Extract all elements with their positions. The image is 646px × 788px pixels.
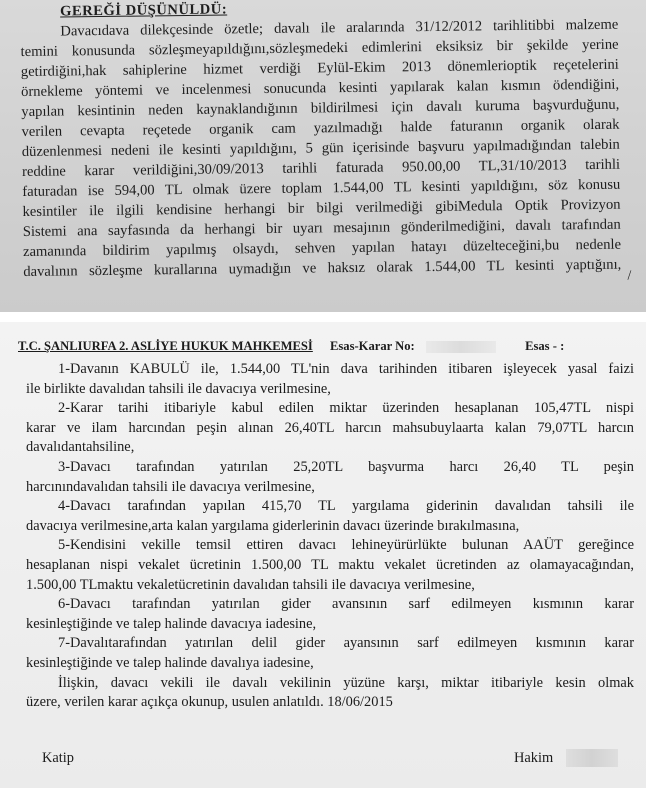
text-line: 2-Karar tarihi itibariyle kabul edilen miktar üzerinden hesaplanan 105,47TL nispi <box>58 400 634 417</box>
text-line: harcınındavalıdan tahsili ile davacıya verilmesine, <box>26 478 315 495</box>
text-line: 1-Davanın KABULÜ ile, 1.544,00 TL'nin dava tarihinden itibaren işleyecek yasal faizi <box>58 361 634 377</box>
text-line: 6-Davacı tarafından yatırılan gider avansının sarf edilmeyen kısmının karar <box>58 596 634 613</box>
verdict-paragraph <box>26 595 634 634</box>
top-lines <box>20 15 621 282</box>
trailing-mark: / <box>627 268 632 284</box>
text-line: 1.500,00 TLmaktu vekaletücretinin davalıdan tahsili ile davacıya verilmesine, <box>26 576 475 593</box>
verdict-paragraph <box>26 536 634 595</box>
text-line: yapılan kesintinin neden kaynaklandığının bildirilmesi için davalı kuruma başvurduğunu, <box>21 96 620 120</box>
signature-katip: Katip <box>42 750 74 766</box>
text-line: temini konusunda sözleşmeyapıldığını,sözleşmedeki edimlerini eksiksiz bir şekilde yerine <box>20 36 619 60</box>
court-name: T.C. ŞANLIURFA 2. ASLİYE HUKUK MAHKEMESİ <box>18 339 313 353</box>
text-line: karar ve ilam harcından peşin alınan 26,40TL harcın mahsubuylaarta kalan 79,07TL harcın <box>26 419 634 436</box>
text-line: kesintiler ile ilgili kendisine herhangi bir bilgi verilmediği gibiMedula Optik Provizyon <box>22 196 621 220</box>
text-line: davalıdantahsiline, <box>26 439 135 456</box>
text-line: davacıya verilmesine,arta kalan yargılama giderlerinin davacı üzerinde bırakılmasına, <box>26 517 520 534</box>
text-line: üzere, verilen karar açıkça okunup, usulen anlatıldı. 18/06/2015 <box>26 694 393 711</box>
verdict-body <box>26 360 634 713</box>
text-line: verilen cevapta reçetede organik cam yazılmadığı halde faturanın organik olarak <box>21 116 620 140</box>
text-line: 4-Davacı tarafından yapılan 415,70 TL yargılama giderinin davalıdan tahsili ile <box>58 498 634 515</box>
text-line: davalının sözleşme kurallarına uymadığın ve haksız olarak 1.544,00 TL kesinti yaptığını, <box>23 256 622 280</box>
text-line: 7-Davalıtarafından yatırılan delil gider ayansının sarf edilmeyen kısmının karar <box>58 635 634 652</box>
verdict-paragraph <box>26 674 634 713</box>
text-line: 5-Kendisini vekille temsil ettiren davacı lehineyürürlükte bulunan AAÜT gereğince <box>58 537 634 554</box>
text-line: kesinleştiğinde ve talep halinde davacıya iadesine, <box>26 615 317 632</box>
text-line: reddine karar verildiğini,30/09/2013 tarihli faturada 950.00,00 TL,31/10/2013 tarihli <box>21 156 621 180</box>
text-line: ile birlikte davalıdan tahsili ile davacıya verilmesine, <box>26 380 331 397</box>
text-line: kesinleştiğinde ve talep halinde davalıya iadesine, <box>26 654 314 671</box>
verdict-paragraph <box>26 634 634 673</box>
text-line: Sistemi ana sayfasında da herhangi bir uyarı mesajının gönderilmediğini, davalı tarafından <box>22 216 621 240</box>
text-line: getirdiğini,hak sahiplerine hizmet verdiği Eylül-Ekim 2013 dönemlerioptik reçetelerini <box>20 56 619 80</box>
redacted-number <box>426 341 496 353</box>
signature-hakim: Hakim <box>514 750 554 766</box>
verdict-paragraph <box>26 497 634 536</box>
text-line: İlişkin, davacı vekili ile davalı vekilinin yüzüne karşı, miktar itibariyle kesin olmak <box>58 674 634 691</box>
text-line: Davacıdava dilekçesinde özetle; davalı ile aralarında 31/12/2012 tarihlitibbi malzeme <box>60 16 619 40</box>
esas-label: Esas - : <box>525 339 565 353</box>
photo-separator <box>0 312 646 322</box>
text-line: düzenlenmesi nedeni ile kesinti yapıldığını, 5 gün içerisinde başvuru yapılmadığından talebin <box>21 136 620 160</box>
text-line: hesaplanan nispi vekalet ücretinin 1.500,00 TL maktu vekalet ücretinden az olamayacağından, <box>26 556 634 573</box>
verdict-paragraph <box>26 360 634 399</box>
text-line: faturadan ise 594,00 TL olmak üzere toplam 1.544,00 TL kesinti yapıldığını, söz konusu <box>22 176 621 200</box>
top-section <box>20 0 632 284</box>
court-header <box>18 339 630 354</box>
verdict-paragraph <box>26 458 634 497</box>
text-line: 3-Davacı tarafından yatırılan 25,20TL başvurma harcı 26,40 TL peşin <box>58 458 634 475</box>
esas-karar-label: Esas-Karar No: <box>329 339 415 353</box>
text-line: örnekleme yöntemi ve incelenmesi sonucunda kesinti yapılarak kalan kısmın ödendiğini, <box>21 76 620 100</box>
redacted-judge-name <box>566 749 618 767</box>
text-line: zamanında bildirim yapılmış olsaydı, sehven yapılan hatayı düzelteceğini,bu nedenle <box>22 236 622 260</box>
verdict-paragraph <box>26 399 634 458</box>
section-title: GEREĞİ DÜŞÜNÜLDÜ: <box>60 1 228 20</box>
